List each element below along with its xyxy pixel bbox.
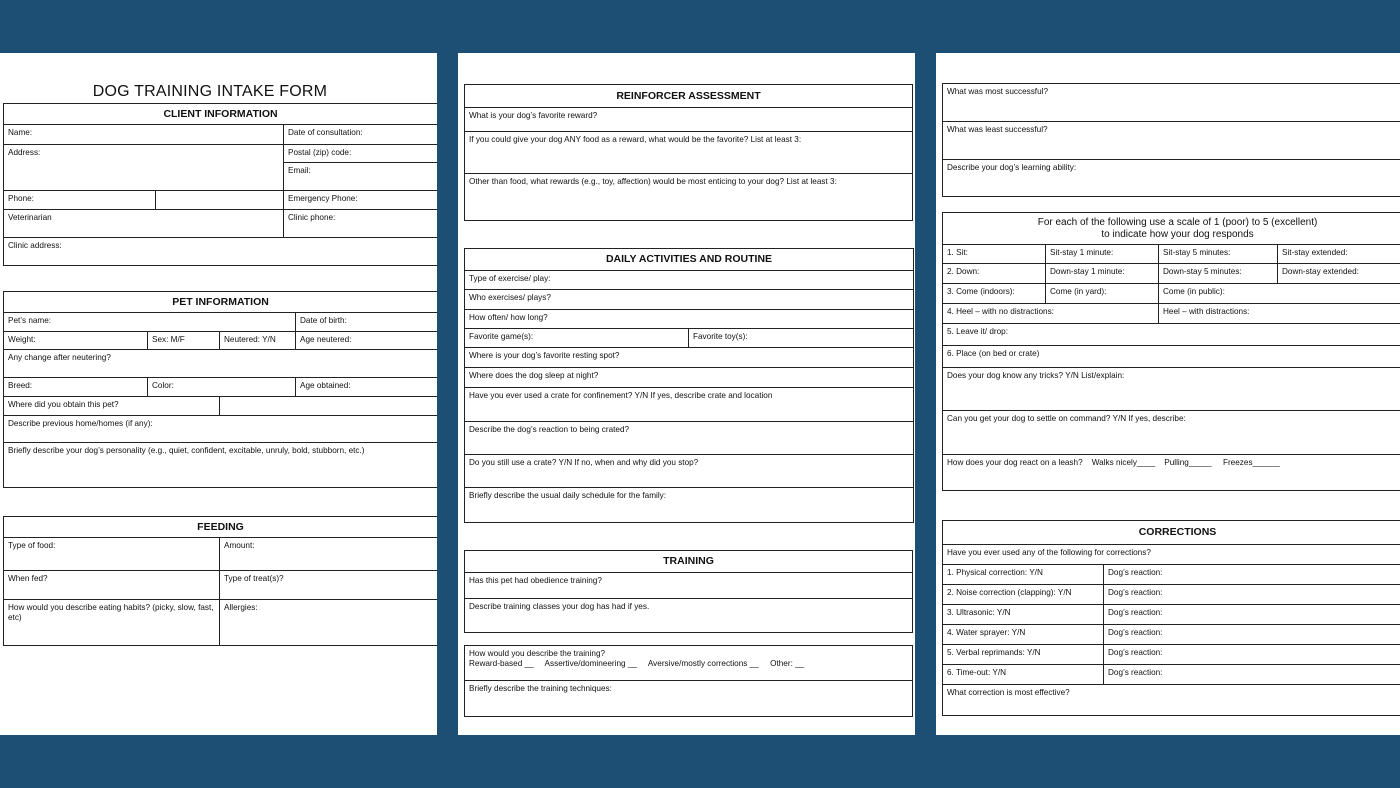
training-description-section: [464, 645, 913, 717]
who-exercises-field[interactable]: Who exercises/ plays?: [465, 290, 914, 310]
personality-field[interactable]: Briefly describe your dog’s personality (e.g., quiet, confident, excitable, unruly, bold, stubborn, etc.): [4, 443, 438, 488]
sleep-location-field[interactable]: Where does the dog sleep at night?: [465, 368, 914, 388]
form-page-1: [0, 53, 437, 735]
settle-field[interactable]: Can you get your dog to settle on command? Y/N If yes, describe:: [943, 411, 1400, 455]
type-of-food-field[interactable]: Type of food:: [4, 538, 220, 571]
describe-training-question: How would you describe the training?: [469, 649, 606, 658]
correction-reaction[interactable]: Dog’s reaction:: [1104, 625, 1400, 645]
favorite-food-field[interactable]: If you could give your dog ANY food as a reward, what would be the favorite? List at least 3:: [465, 132, 913, 174]
training-techniques-field[interactable]: Briefly describe the training techniques:: [465, 681, 913, 717]
clinic-phone-field[interactable]: Clinic phone:: [284, 210, 438, 238]
training-classes-field[interactable]: Describe training classes your dog has had if yes.: [465, 599, 913, 633]
date-of-birth-field[interactable]: Date of birth:: [296, 313, 438, 332]
sit-stay-5-field[interactable]: Sit-stay 5 minutes:: [1159, 245, 1278, 264]
how-often-field[interactable]: How often/ how long?: [465, 310, 914, 329]
training-section: [464, 550, 913, 633]
tricks-field[interactable]: Does your dog know any tricks? Y/N List/explain:: [943, 368, 1400, 411]
veterinarian-field[interactable]: Veterinarian: [4, 210, 284, 238]
type-of-treats-field[interactable]: Type of treat(s)?: [220, 571, 438, 600]
breed-field[interactable]: Breed:: [4, 378, 148, 397]
training-results-section: [942, 83, 1400, 197]
scale-instructions-line-1: For each of the following use a scale of 1 (poor) to 5 (excellent): [1037, 216, 1318, 228]
describe-training-field[interactable]: [465, 646, 913, 681]
non-food-rewards-field[interactable]: Other than food, what rewards (e.g., toy, affection) would be most enticing to your dog? List at least 3:: [465, 174, 913, 221]
color-field[interactable]: Color:: [148, 378, 296, 397]
address-field[interactable]: Address:: [4, 145, 284, 191]
place-field[interactable]: 6. Place (on bed or crate): [943, 346, 1400, 368]
email-field[interactable]: Email:: [284, 163, 438, 191]
resting-spot-field[interactable]: Where is your dog’s favorite resting spot?: [465, 348, 914, 368]
correction-reaction[interactable]: Dog’s reaction:: [1104, 585, 1400, 605]
leash-reaction-field[interactable]: How does your dog react on a leash? Walks nicely____ Pulling_____ Freezes______: [943, 455, 1400, 491]
scale-instructions-line-2: to indicate how your dog responds: [1101, 228, 1254, 240]
pet-name-field[interactable]: Pet’s name:: [4, 313, 296, 332]
sit-stay-1-field[interactable]: Sit-stay 1 minute:: [1046, 245, 1159, 264]
response-scale-section: [942, 212, 1400, 491]
page-title: DOG TRAINING INTAKE FORM: [92, 83, 328, 100]
down-field[interactable]: 2. Down:: [943, 264, 1046, 284]
come-public-field[interactable]: Come (in public):: [1159, 284, 1400, 304]
correction-reaction[interactable]: Dog’s reaction:: [1104, 565, 1400, 585]
phone-extra-field[interactable]: [156, 191, 284, 210]
learning-ability-field[interactable]: Describe your dog’s learning ability:: [943, 160, 1400, 197]
type-of-exercise-field[interactable]: Type of exercise/ play:: [465, 271, 914, 290]
correction-item[interactable]: 1. Physical correction: Y/N: [943, 565, 1104, 585]
favorite-games-field[interactable]: Favorite game(s):: [465, 329, 689, 348]
obedience-training-field[interactable]: Has this pet had obedience training?: [465, 573, 913, 599]
heel-distractions-field[interactable]: Heel – with distractions:: [1159, 304, 1400, 324]
neutered-field[interactable]: Neutered: Y/N: [220, 332, 296, 350]
down-stay-extended-field[interactable]: Down-stay extended:: [1278, 264, 1400, 284]
leave-it-field[interactable]: 5. Leave it/ drop:: [943, 324, 1400, 346]
scale-instructions: [943, 213, 1400, 245]
feeding-header: FEEDING: [4, 517, 438, 538]
phone-field[interactable]: Phone:: [4, 191, 156, 210]
age-neutered-field[interactable]: Age neutered:: [296, 332, 438, 350]
age-obtained-field[interactable]: Age obtained:: [296, 378, 438, 397]
where-obtained-answer[interactable]: [220, 397, 438, 416]
weight-field[interactable]: Weight:: [4, 332, 148, 350]
corrections-question: Have you ever used any of the following for corrections?: [943, 545, 1400, 565]
crate-use-field[interactable]: Have you ever used a crate for confinement? Y/N If yes, describe crate and location: [465, 388, 914, 422]
date-of-consultation-field[interactable]: Date of consultation:: [284, 125, 438, 145]
previous-home-field[interactable]: Describe previous home/homes (if any):: [4, 416, 438, 443]
eating-habits-field[interactable]: How would you describe eating habits? (picky, slow, fast, etc): [4, 600, 220, 646]
down-stay-5-field[interactable]: Down-stay 5 minutes:: [1159, 264, 1278, 284]
emergency-phone-field[interactable]: Emergency Phone:: [284, 191, 438, 210]
correction-item[interactable]: 3. Ultrasonic: Y/N: [943, 605, 1104, 625]
where-obtained-field[interactable]: Where did you obtain this pet?: [4, 397, 220, 416]
favorite-reward-field[interactable]: What is your dog’s favorite reward?: [465, 108, 913, 132]
correction-reaction[interactable]: Dog’s reaction:: [1104, 605, 1400, 625]
form-page-3: [936, 53, 1400, 735]
crate-reaction-field[interactable]: Describe the dog’s reaction to being crated?: [465, 422, 914, 455]
still-use-crate-field[interactable]: Do you still use a crate? Y/N If no, when and why did you stop?: [465, 455, 914, 488]
sex-field[interactable]: Sex: M/F: [148, 332, 220, 350]
most-effective-correction-field[interactable]: What correction is most effective?: [943, 685, 1400, 716]
client-information-section: [3, 103, 437, 266]
corrections-section: [942, 520, 1400, 716]
sit-field[interactable]: 1. Sit:: [943, 245, 1046, 264]
training-header: TRAINING: [465, 551, 913, 573]
correction-item[interactable]: 2. Noise correction (clapping): Y/N: [943, 585, 1104, 605]
pet-information-header: PET INFORMATION: [4, 292, 438, 313]
daily-activities-section: [464, 248, 914, 523]
when-fed-field[interactable]: When fed?: [4, 571, 220, 600]
corrections-header: CORRECTIONS: [943, 521, 1400, 545]
form-page-2: [458, 53, 915, 735]
client-information-header: CLIENT INFORMATION: [4, 104, 438, 125]
least-successful-field[interactable]: What was least successful?: [943, 122, 1400, 160]
reinforcer-assessment-header: REINFORCER ASSESSMENT: [465, 85, 913, 108]
amount-field[interactable]: Amount:: [220, 538, 438, 571]
come-yard-field[interactable]: Come (in yard):: [1046, 284, 1159, 304]
down-stay-1-field[interactable]: Down-stay 1 minute:: [1046, 264, 1159, 284]
correction-item[interactable]: 4. Water sprayer: Y/N: [943, 625, 1104, 645]
feeding-section: [3, 516, 437, 646]
training-type-options[interactable]: Reward-based __ Assertive/domineering __ Aversive/mostly corrections __ Other: __: [469, 658, 805, 668]
change-after-neutering-field[interactable]: Any change after neutering?: [4, 350, 438, 378]
correction-item[interactable]: 5. Verbal reprimands: Y/N: [943, 645, 1104, 665]
allergies-field[interactable]: Allergies:: [220, 600, 438, 646]
heel-no-distractions-field[interactable]: 4. Heel – with no distractions:: [943, 304, 1159, 324]
correction-reaction[interactable]: Dog’s reaction:: [1104, 645, 1400, 665]
clinic-address-field[interactable]: Clinic address:: [4, 238, 438, 266]
daily-activities-header: DAILY ACTIVITIES AND ROUTINE: [465, 249, 914, 271]
favorite-toys-field[interactable]: Favorite toy(s):: [689, 329, 914, 348]
sit-stay-extended-field[interactable]: Sit-stay extended:: [1278, 245, 1400, 264]
daily-schedule-field[interactable]: Briefly describe the usual daily schedule for the family:: [465, 488, 914, 523]
come-indoors-field[interactable]: 3. Come (indoors):: [943, 284, 1046, 304]
name-field[interactable]: Name:: [4, 125, 284, 145]
correction-reaction[interactable]: Dog’s reaction:: [1104, 665, 1400, 685]
reinforcer-assessment-section: [464, 84, 913, 221]
postal-code-field[interactable]: Postal (zip) code:: [284, 145, 438, 163]
correction-item[interactable]: 6. Time-out: Y/N: [943, 665, 1104, 685]
most-successful-field[interactable]: What was most successful?: [943, 84, 1400, 122]
pet-information-section: [3, 291, 437, 488]
